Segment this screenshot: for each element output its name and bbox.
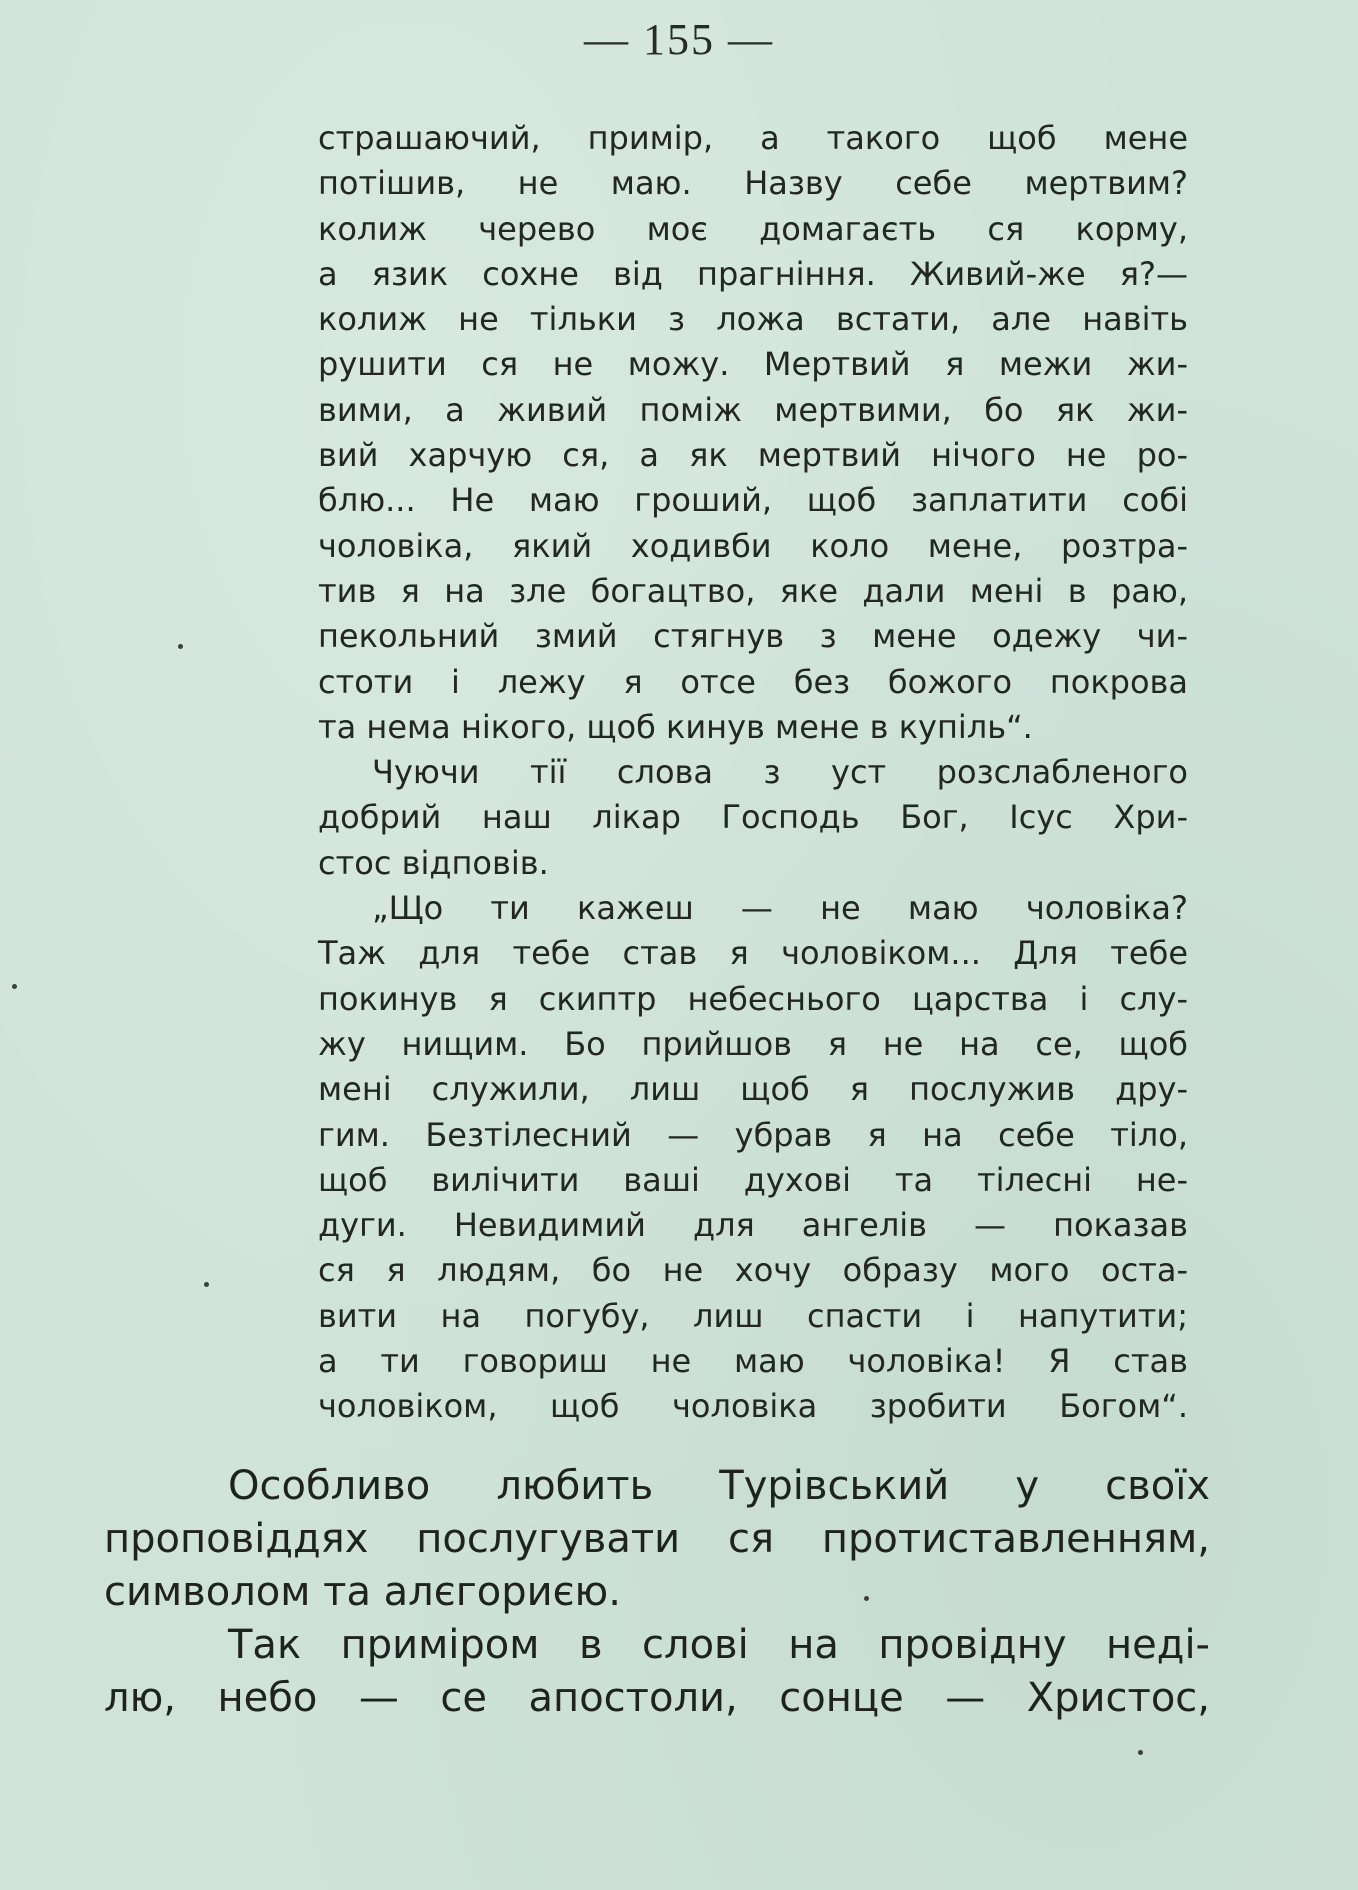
text-line: та нема нікого, щоб кинув мене в купіль“. [318, 707, 1033, 746]
paper-speck [178, 644, 183, 649]
text-line: блю... Не маю гроший, щоб заплатити собі [318, 481, 1188, 520]
text-line: страшаючий, примір, а такого щоб мене [318, 119, 1188, 157]
text-line: Чуючи тії слова з уст розслабленого [372, 753, 1188, 792]
text-line: вими, а живий поміж мертвими, бо як жи- [318, 390, 1188, 429]
text-line: чоловіком, щоб чоловіка зробити Богом“. [318, 1387, 1188, 1426]
text-line: а ти говориш не маю чоловіка! Я став [318, 1342, 1188, 1381]
paper-speck [204, 1282, 209, 1287]
text-line: пекольний змий стягнув з мене одежу чи- [318, 617, 1188, 656]
text-line: Таж для тебе став я чоловіком... Для тебе [318, 934, 1188, 973]
text-line: Так приміром в слові на провідну неді- [228, 1622, 1210, 1668]
paper-speck [12, 984, 17, 989]
text-line: добрий наш лікар Господь Бог, Ісус Хри- [318, 798, 1188, 837]
main-paragraph [104, 1460, 1210, 1725]
text-line: стоти і лежу я отсе без божого покрова [318, 662, 1188, 701]
paper-speck [1138, 1750, 1143, 1755]
text-line: Особливо любить Турівський у своїх [228, 1463, 1210, 1509]
text-line: стос відповів. [318, 843, 549, 882]
text-line: „Що ти кажеш — не маю чоловіка? [372, 889, 1188, 928]
text-line: вий харчую ся, а як мертвий нічого не ро- [318, 436, 1188, 475]
paper-speck [864, 1596, 869, 1601]
text-line: рушити ся не можу. Мертвий я межи жи- [318, 345, 1188, 384]
text-line: гим. Безтілесний — убрав я на себе тіло, [318, 1115, 1188, 1154]
text-line: колиж не тільки з ложа встати, але навіть [318, 300, 1188, 339]
text-line: покинув я скиптр небеснього царства і слу- [318, 979, 1188, 1018]
text-line: щоб вилічити ваші духові та тілесні не- [318, 1160, 1188, 1199]
text-line: символом та алєгориєю. [104, 1569, 621, 1615]
quoted-passage [318, 116, 1188, 1430]
text-line: мені служили, лиш щоб я послужив дру- [318, 1070, 1188, 1109]
page-number: — 155 — [584, 15, 774, 64]
text-line: жу нищим. Бо прийшов я не на се, щоб [318, 1024, 1188, 1063]
text-line: потішив, не маю. Назву себе мертвим? [318, 164, 1188, 203]
text-line: вити на погубу, лиш спасти і напутити; [318, 1296, 1188, 1335]
text-line: дуги. Невидимий для ангелів — показав [318, 1206, 1188, 1245]
text-line: проповіддях послугувати ся протиставленням, [104, 1516, 1210, 1562]
text-line: ся я людям, бо не хочу образу мого оста- [318, 1251, 1188, 1290]
text-line: тив я на зле богацтво, яке дали мені в раю, [318, 571, 1188, 610]
text-line: чоловіка, який ходивби коло мене, розтра- [318, 526, 1188, 565]
text-line: лю, небо — се апостоли, сонце — Христос, [104, 1675, 1210, 1721]
text-line: а язик сохне від прагніння. Живий-же я?— [318, 254, 1188, 293]
text-line: колиж черево моє домагаєть ся корму, [318, 209, 1188, 248]
